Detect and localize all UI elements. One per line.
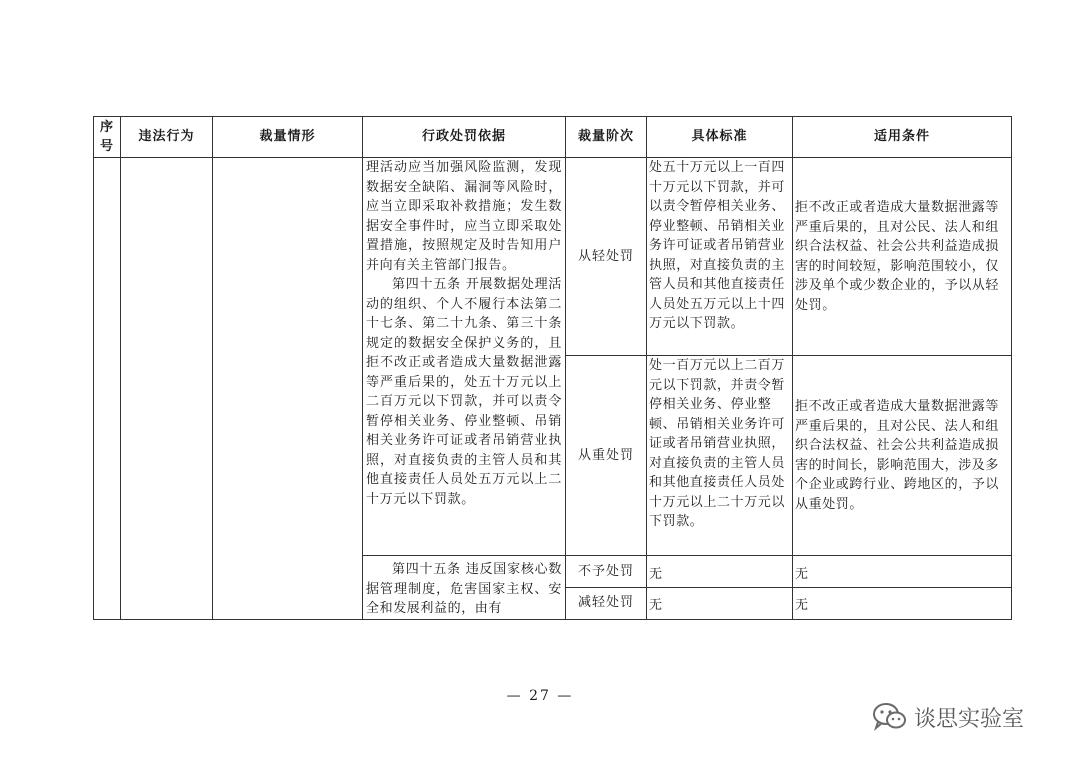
level-cell: 不予处罚: [566, 556, 647, 588]
header-condition: 适用条件: [793, 117, 1012, 158]
watermark-text: 谈思实验室: [914, 706, 1025, 732]
header-level: 裁量阶次: [566, 117, 647, 158]
level-cell: 减轻处罚: [566, 587, 647, 619]
level-cell: 从重处罚: [566, 356, 647, 556]
standard-cell: 无: [647, 587, 793, 619]
basis-cell-main: [363, 158, 566, 556]
basis-paragraph: 理活动应当加强风险监测，发现数据安全缺陷、漏洞等风险时，应当立即采取补救措施；发生数据安全事件时，应当立即采取处置措施，按照规定及时告知用户并向有关主管部门报告。: [366, 160, 562, 273]
header-seq: 序号: [94, 117, 121, 158]
basis-cell-continued: [363, 556, 566, 620]
seq-cell: [94, 158, 121, 620]
condition-cell: 无: [793, 556, 1012, 588]
violation-cell: [121, 158, 213, 620]
condition-cell: 无: [793, 587, 1012, 619]
basis-paragraph: 第四十五条 开展数据处理活动的组织、个人不履行本法第二十七条、第二十九条、第三十条规定的数据安全保护义务的，且拒不改正或者造成大量数据泄露等严重后果的，处五十万元以上二百万元以下罚款，并可以责令暂停相关业务、停业整顿、吊销相关业务许可证或者吊销营业执照，对直接负责的主管人员和其他直接责任人员处五万元以上二十万元以下罚款。: [366, 277, 562, 507]
condition-cell: 拒不改正或者造成大量数据泄露等严重后果的，且对公民、法人和组织合法权益、社会公共利益造成损害的时间长，影响范围大，涉及多个企业或跨行业、跨地区的，予以从重处罚。: [793, 356, 1012, 556]
table-row: [94, 158, 1012, 356]
watermark: [872, 700, 1024, 734]
standard-cell: 无: [647, 556, 793, 588]
condition-cell: 拒不改正或者造成大量数据泄露等严重后果的，且对公民、法人和组织合法权益、社会公共利益造成损害的时间较短，影响范围较小，仅涉及单个或少数企业的，予以从轻处罚。: [793, 158, 1012, 356]
circumstance-cell: [213, 158, 363, 620]
header-circumstance: 裁量情形: [213, 117, 363, 158]
penalty-table: [93, 116, 1012, 620]
page-number: — 27 —: [506, 688, 574, 704]
header-basis: 行政处罚依据: [363, 117, 566, 158]
level-cell: 从轻处罚: [566, 158, 647, 356]
header-standard: 具体标准: [647, 117, 793, 158]
standard-cell: 处一百万元以上二百万元以下罚款，并责令暂停相关业务、停业整顿、吊销相关业务许可证或者吊销营业执照，对直接负责的主管人员和其他直接责任人员处十万元以上二十万元以下罚款。: [647, 356, 793, 556]
standard-cell: 处五十万元以上一百四十万元以下罚款，并可以责令暂停相关业务、停业整顿、吊销相关业务许可证或者吊销营业执照，对直接负责的主管人员和其他直接责任人员处五万元以上十四万元以下罚款。: [647, 158, 793, 356]
basis-paragraph: 第四十五条 违反国家核心数据管理制度，危害国家主权、安全和发展利益的，由有: [366, 562, 562, 616]
wechat-icon: [872, 702, 908, 732]
table-header-row: [94, 117, 1012, 158]
header-violation: 违法行为: [121, 117, 213, 158]
